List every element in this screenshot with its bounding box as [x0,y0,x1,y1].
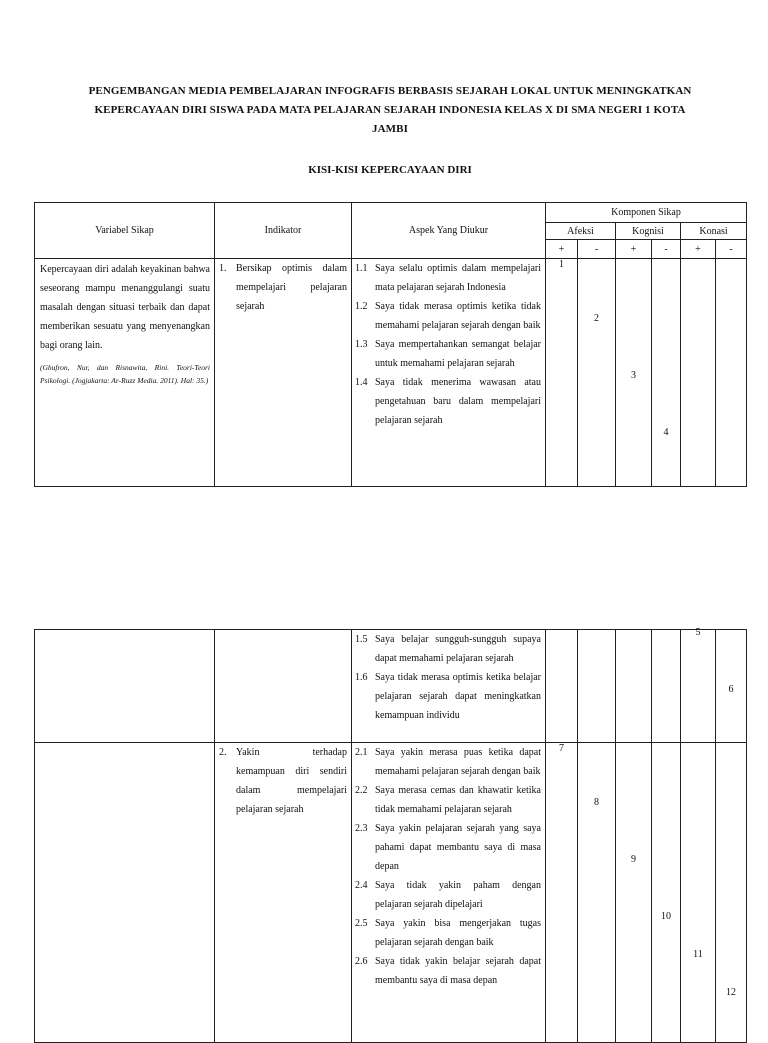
afeksi-minus-cell [578,630,616,743]
kisi-kisi-table-part-1 [34,202,747,487]
variabel-cell [35,743,215,1043]
header-komponen-sikap: Komponen Sikap [546,203,747,223]
variabel-citation: (Ghufron, Nur, dan Risnawita, Rini. Teori-Teori Psikologi. (Jogjakarta: Ar-Ruzz Media. 2011). Hal: 35.) [40,363,210,385]
afeksi-minus-cell [578,743,616,1043]
aspect-text: Saya yakin merasa puas ketika dapat memahami pelajaran sejarah dengan baik [375,747,541,777]
table-row [35,630,747,743]
aspect-item [352,876,545,914]
aspect-text: Saya tidak merasa optimis ketika belajar pelajaran sejarah dapat meningkatkan kemampuan individu [375,672,541,721]
konasi-minus-cell [716,630,747,743]
aspect-item [352,668,545,725]
aspect-item [352,914,545,952]
header-indikator: Indikator [215,203,352,259]
indicator-number: 1. [219,263,227,274]
aspect-item [352,630,545,668]
table-row [35,259,747,487]
header-konasi: Konasi [681,223,747,240]
aspect-number: 2.6 [355,956,368,967]
aspect-text: Saya yakin pelajaran sejarah yang saya pahami dapat membantu saya di masa depan [375,823,541,872]
aspect-number: 2.3 [355,823,368,834]
header-aspek: Aspek Yang Diukur [352,203,546,259]
afeksi-plus-cell [546,743,578,1043]
aspek-cell [352,630,546,743]
table-row [35,743,747,1043]
title-line-1: PENGEMBANGAN MEDIA PEMBELAJARAN INFOGRAFIS BERBASIS SEJARAH LOKAL UNTUK MENINGKATKAN [88,85,692,97]
afeksi-plus-cell [546,259,578,487]
afeksi-minus-cell [578,259,616,487]
item-number: 5 [695,627,701,638]
item-number: 7 [559,743,564,754]
kognisi-plus-cell [616,630,652,743]
item-number: 10 [661,911,671,922]
konasi-plus-cell [681,627,716,743]
variabel-cell [35,259,215,487]
header-variabel: Variabel Sikap [35,203,215,259]
aspect-text: Saya mempertahankan semangat belajar untuk memahami pelajaran sejarah [375,339,541,369]
title-line-2: KEPERCAYAAN DIRI SISWA PADA MATA PELAJARAN SEJARAH INDONESIA KELAS X DI SMA NEGERI 1 KOTA [94,104,686,116]
header-afeksi: Afeksi [546,223,616,240]
indikator-cell [215,630,352,743]
aspect-item [352,373,545,430]
aspect-text: Saya selalu optimis dalam mempelajari mata pelajaran sejarah Indonesia [375,263,541,293]
kognisi-minus-cell [652,743,681,1043]
konasi-plus-cell [681,259,716,487]
aspect-text: Saya tidak yakin belajar sejarah dapat membantu saya di masa depan [375,956,541,986]
indicator-item [215,743,351,819]
header-afeksi-minus: - [578,240,616,259]
afeksi-plus-cell [546,630,578,743]
kognisi-plus-cell [616,259,652,487]
aspect-number: 1.1 [355,263,368,274]
aspect-item [352,259,545,297]
section-title: KISI-KISI KEPERCAYAAN DIRI [308,164,472,176]
document-title [60,82,720,139]
header-kognisi-plus: + [616,240,652,259]
header-kognisi-minus: - [652,240,681,259]
item-number: 4 [663,427,669,438]
indicator-number: 2. [219,747,227,758]
aspect-item [352,297,545,335]
indikator-cell [215,743,352,1043]
aspect-text: Saya tidak yakin paham dengan pelajaran sejarah dipelajari [375,880,541,910]
aspect-number: 1.2 [355,301,368,312]
konasi-minus-cell [716,259,747,487]
indicator-text: Bersikap optimis dalam mempelajari pelajaran sejarah [236,263,347,312]
konasi-plus-cell [681,743,716,1043]
aspect-text: Saya tidak menerima wawasan atau pengetahuan baru dalam mempelajari pelajaran sejarah [375,377,541,426]
aspect-item [352,819,545,876]
aspect-number: 2.4 [355,880,368,891]
aspect-number: 2.5 [355,918,368,929]
title-line-3: JAMBI [372,123,408,135]
konasi-minus-cell [716,743,747,1043]
item-number: 11 [693,949,703,960]
item-number: 12 [726,987,736,998]
header-konasi-minus: - [716,240,747,259]
aspect-item [352,952,545,990]
aspect-number: 2.1 [355,747,368,758]
aspect-text: Saya merasa cemas dan khawatir ketika tidak memahami pelajaran sejarah [375,785,541,815]
aspek-cell [352,743,546,1043]
indicator-item [215,259,351,316]
header-kognisi: Kognisi [616,223,681,240]
kisi-kisi-table-part-2 [34,629,747,1043]
aspect-number: 1.6 [355,672,368,683]
header-afeksi-plus: + [546,240,578,259]
item-number: 2 [594,313,599,324]
kognisi-minus-cell [652,259,681,487]
aspect-text: Saya yakin bisa mengerjakan tugas pelajaran sejarah dengan baik [375,918,541,948]
aspect-number: 1.4 [355,377,368,388]
aspek-cell [352,259,546,487]
kognisi-plus-cell [616,743,652,1043]
aspect-text: Saya belajar sungguh-sungguh supaya dapat memahami pelajaran sejarah [375,634,541,664]
aspect-item [352,743,545,781]
aspect-number: 2.2 [355,785,368,796]
kognisi-minus-cell [652,630,681,743]
header-konasi-plus: + [681,240,716,259]
item-number: 3 [631,370,636,381]
aspect-number: 1.3 [355,339,368,350]
indikator-cell [215,259,352,487]
aspect-text: Saya tidak merasa optimis ketika tidak memahami pelajaran sejarah dengan baik [375,301,541,331]
indicator-text: Yakin terhadap kemampuan diri sendiri dalam mempelajari pelajaran sejarah [236,747,347,815]
aspect-item [352,781,545,819]
variabel-cell [35,630,215,743]
item-number: 1 [559,259,564,270]
aspect-item [352,335,545,373]
aspect-number: 1.5 [355,634,368,645]
item-number: 9 [631,854,636,865]
item-number: 6 [728,684,734,695]
variabel-definition: Kepercayaan diri adalah keyakinan bahwa seseorang mampu menanggulangi suatu masalah dengan situasi terbaik dan dapat memberikan sesuatu yang menyenangkan bagi orang lain. [40,264,210,351]
item-number: 8 [594,797,599,808]
